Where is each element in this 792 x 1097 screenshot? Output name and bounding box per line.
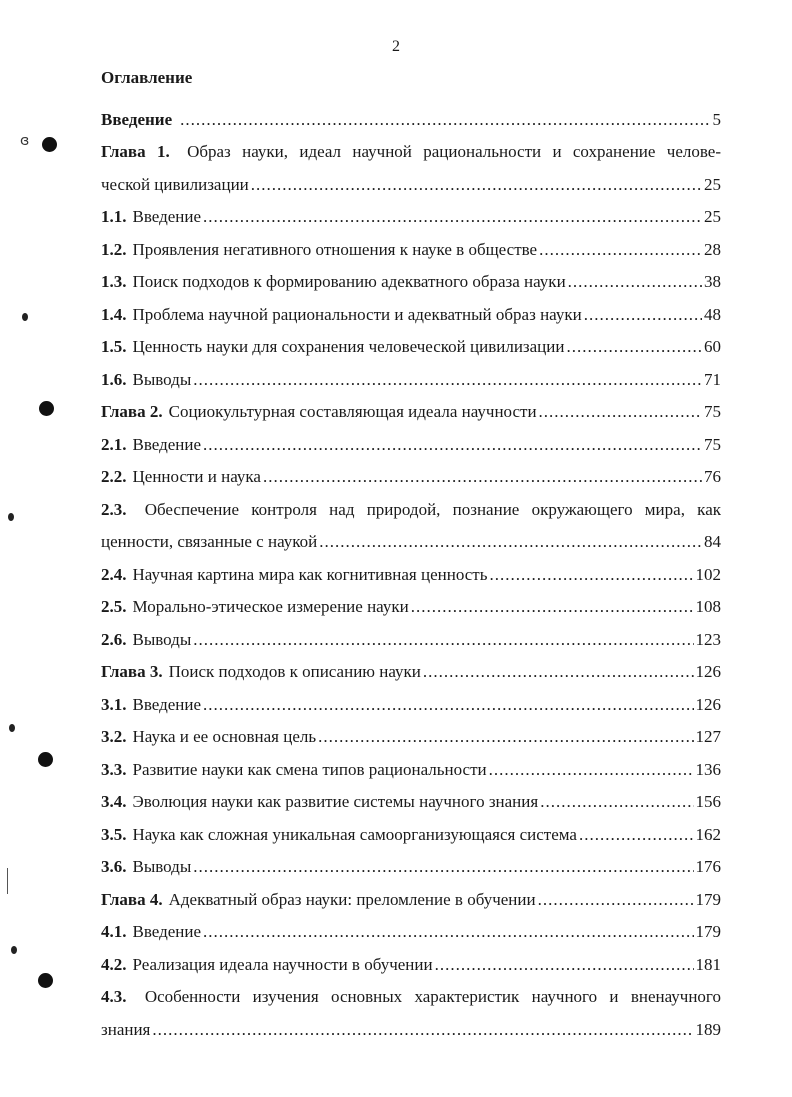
- toc-entry-title: Реализация идеала научности в обучении: [132, 954, 433, 974]
- toc-entry-2-1[interactable]: [101, 423, 721, 456]
- toc-entry-title-line2: ценности, связанные с наукой: [101, 532, 318, 551]
- margin-mark-1: ɞ: [20, 133, 30, 149]
- toc-entry-4-3[interactable]: [101, 976, 721, 1041]
- binder-hole-1: [42, 137, 57, 152]
- toc-entry-page: 28: [704, 239, 721, 259]
- toc-entry-page: 38: [704, 272, 721, 291]
- toc-entry-chapter-3[interactable]: [101, 651, 721, 684]
- toc-entry-title: Социокультурная составляющая идеала научности: [168, 402, 537, 421]
- toc-leader-dots: [539, 239, 702, 261]
- toc-leader-dots: [203, 921, 693, 943]
- toc-entry-title: Введение: [132, 922, 202, 941]
- binder-hole-4: [38, 973, 53, 988]
- toc-entry-2-2[interactable]: [101, 456, 721, 489]
- toc-entry-3-3[interactable]: [101, 748, 721, 781]
- toc-entry-chapter-1[interactable]: [101, 131, 721, 196]
- toc-leader-dots: [203, 434, 702, 456]
- toc-entry-number: 2.5.: [101, 597, 127, 616]
- toc-entry-page: 71: [704, 369, 721, 389]
- toc-leader-dots: [203, 206, 702, 228]
- toc-entry-number: 1.5.: [101, 337, 127, 356]
- toc-entry-number: 3.6.: [101, 857, 127, 876]
- toc-entry-1-6[interactable]: [101, 358, 721, 391]
- toc-entry-page: 76: [704, 467, 721, 486]
- toc-entry-page: 25: [704, 174, 721, 194]
- toc-leader-dots: [540, 791, 693, 813]
- toc-entry-number: 3.5.: [101, 824, 127, 844]
- toc-entry-page: 176: [695, 857, 721, 876]
- toc-entry-page: 126: [695, 694, 721, 714]
- toc-entry-2-4[interactable]: [101, 553, 721, 586]
- table-of-contents: [101, 98, 721, 1041]
- toc-entry-number: Глава 4.: [101, 889, 163, 909]
- toc-leader-dots: [251, 174, 702, 196]
- toc-entry-3-5[interactable]: [101, 813, 721, 846]
- toc-entry-number: 3.2.: [101, 727, 127, 746]
- toc-entry-title: Адекватный образ науки: преломление в обучении: [168, 889, 536, 909]
- toc-entry-title: Выводы: [132, 629, 192, 649]
- toc-entry-title-line1: Образ науки, идеал научной рациональности и сохранение челове-: [187, 142, 721, 161]
- toc-entry-page: 102: [695, 564, 721, 584]
- toc-entry-2-6[interactable]: [101, 618, 721, 651]
- toc-entry-number: Глава 2.: [101, 402, 163, 421]
- toc-entry-number: Глава 3.: [101, 662, 163, 681]
- binder-hole-3: [38, 752, 53, 767]
- toc-entry-page: 123: [695, 629, 721, 649]
- toc-entry-page: 156: [695, 792, 721, 811]
- toc-leader-dots: [538, 889, 694, 911]
- toc-entry-2-3[interactable]: [101, 488, 721, 553]
- toc-entry-number: 1.1.: [101, 207, 127, 226]
- toc-leader-dots: [423, 661, 694, 683]
- toc-entry-page: 84: [704, 532, 721, 551]
- toc-entry-page: 75: [704, 402, 721, 421]
- toc-heading: Оглавление: [101, 68, 193, 87]
- toc-entry-number: 1.6.: [101, 369, 127, 389]
- toc-leader-dots: [566, 336, 702, 358]
- toc-entry-chapter-2[interactable]: [101, 391, 721, 424]
- toc-entry-title: Эволюция науки как развитие системы научного знания: [132, 792, 539, 811]
- toc-entry-number: 4.1.: [101, 922, 127, 941]
- toc-entry-number: 2.2.: [101, 467, 127, 486]
- toc-leader-dots: [579, 824, 694, 846]
- toc-entry-title: Поиск подходов к описанию науки: [168, 662, 421, 681]
- toc-entry-page: 75: [704, 434, 721, 454]
- toc-entry-2-5[interactable]: [101, 586, 721, 619]
- toc-leader-dots: [568, 271, 702, 293]
- toc-leader-dots: [411, 596, 694, 618]
- toc-entry-1-4[interactable]: [101, 293, 721, 326]
- toc-entry-3-6[interactable]: [101, 846, 721, 879]
- toc-entry-title-line1: Обеспечение контроля над природой, познание окружающего мира, как: [144, 499, 721, 519]
- toc-entry-number: Глава 1.: [101, 142, 170, 161]
- toc-entry-page: 126: [695, 662, 721, 681]
- toc-leader-dots: [584, 304, 702, 326]
- toc-leader-dots: [180, 109, 710, 131]
- toc-entry-4-1[interactable]: [101, 911, 721, 944]
- toc-entry-page: 60: [704, 337, 721, 356]
- toc-entry-1-3[interactable]: [101, 261, 721, 294]
- toc-entry-title: Научная картина мира как когнитивная ценность: [132, 564, 488, 584]
- toc-leader-dots: [193, 369, 702, 391]
- toc-entry-title: Выводы: [132, 857, 192, 876]
- toc-entry-page: 179: [695, 889, 721, 909]
- toc-entry-title: Проблема научной рациональности и адекватный образ науки: [132, 304, 582, 324]
- toc-entry-1-1[interactable]: [101, 196, 721, 229]
- toc-entry-title: Поиск подходов к формированию адекватного образа науки: [132, 272, 566, 291]
- toc-leader-dots: [152, 1019, 693, 1041]
- toc-entry-number: 2.4.: [101, 564, 127, 584]
- toc-entry-page: 179: [695, 922, 721, 941]
- toc-leader-dots: [539, 401, 702, 423]
- toc-entry-title: Введение: [132, 207, 202, 226]
- scan-edge-line: [7, 868, 8, 894]
- toc-leader-dots: [490, 564, 694, 586]
- margin-speck-1: [22, 313, 28, 321]
- toc-entry-number: 4.2.: [101, 954, 127, 974]
- toc-entry-title: Проявления негативного отношения к науке в обществе: [132, 239, 538, 259]
- toc-entry-page: 5: [712, 109, 721, 129]
- toc-entry-title: Развитие науки как смена типов рациональности: [132, 759, 487, 779]
- margin-speck-3: [9, 724, 15, 732]
- toc-leader-dots: [318, 726, 693, 748]
- toc-entry-number: 3.1.: [101, 694, 127, 714]
- toc-leader-dots: [263, 466, 702, 488]
- binder-hole-2: [39, 401, 54, 416]
- toc-entry-4-2[interactable]: [101, 943, 721, 976]
- toc-entry-page: 48: [704, 304, 721, 324]
- toc-leader-dots: [203, 694, 693, 716]
- toc-entry-introduction[interactable]: [101, 98, 721, 131]
- toc-entry-3-1[interactable]: [101, 683, 721, 716]
- toc-entry-page: 25: [704, 207, 721, 226]
- toc-entry-number: 3.3.: [101, 759, 127, 779]
- toc-entry-page: 127: [695, 727, 721, 746]
- toc-entry-number: 2.3.: [101, 499, 127, 519]
- toc-entry-page: 162: [695, 824, 721, 844]
- toc-entry-page: 181: [695, 954, 721, 974]
- toc-leader-dots: [193, 629, 693, 651]
- toc-entry-number: 1.3.: [101, 272, 127, 291]
- toc-entry-number: 2.6.: [101, 629, 127, 649]
- toc-entry-title-line2: знания: [101, 1019, 151, 1039]
- toc-entry-number: 2.1.: [101, 434, 127, 454]
- toc-entry-3-4[interactable]: [101, 781, 721, 814]
- toc-entry-number: 3.4.: [101, 792, 127, 811]
- toc-entry-title-line1: Особенности изучения основных характеристик научного и вненаучного: [144, 987, 721, 1006]
- toc-entry-title: Наука как сложная уникальная самоорганизующаяся система: [132, 824, 577, 844]
- toc-leader-dots: [319, 531, 702, 553]
- toc-entry-1-5[interactable]: [101, 326, 721, 359]
- toc-entry-title: Морально-этическое измерение науки: [132, 597, 409, 616]
- toc-entry-title: Ценности и наука: [132, 467, 261, 486]
- toc-entry-title: Ценность науки для сохранения человеческой цивилизации: [132, 337, 565, 356]
- toc-entry-number: 4.3.: [101, 987, 127, 1006]
- toc-entry-3-2[interactable]: [101, 716, 721, 749]
- toc-entry-title: Выводы: [132, 369, 192, 389]
- toc-entry-title-line2: ческой цивилизации: [101, 174, 249, 194]
- page-number: 2: [392, 38, 400, 55]
- toc-entry-number: Введение: [101, 109, 173, 129]
- toc-entry-page: 108: [695, 597, 721, 616]
- toc-entry-number: 1.4.: [101, 304, 127, 324]
- toc-entry-number: 1.2.: [101, 239, 127, 259]
- toc-leader-dots: [193, 856, 693, 878]
- toc-entry-title: Введение: [132, 434, 202, 454]
- margin-speck-4: [11, 946, 17, 954]
- toc-entry-chapter-4[interactable]: [101, 878, 721, 911]
- toc-leader-dots: [435, 954, 694, 976]
- margin-speck-2: [8, 513, 14, 521]
- toc-leader-dots: [489, 759, 694, 781]
- toc-entry-title: Введение: [132, 694, 202, 714]
- toc-entry-title: Наука и ее основная цель: [132, 727, 317, 746]
- toc-entry-page: 189: [695, 1019, 721, 1039]
- toc-entry-page: 136: [695, 759, 721, 779]
- toc-entry-1-2[interactable]: [101, 228, 721, 261]
